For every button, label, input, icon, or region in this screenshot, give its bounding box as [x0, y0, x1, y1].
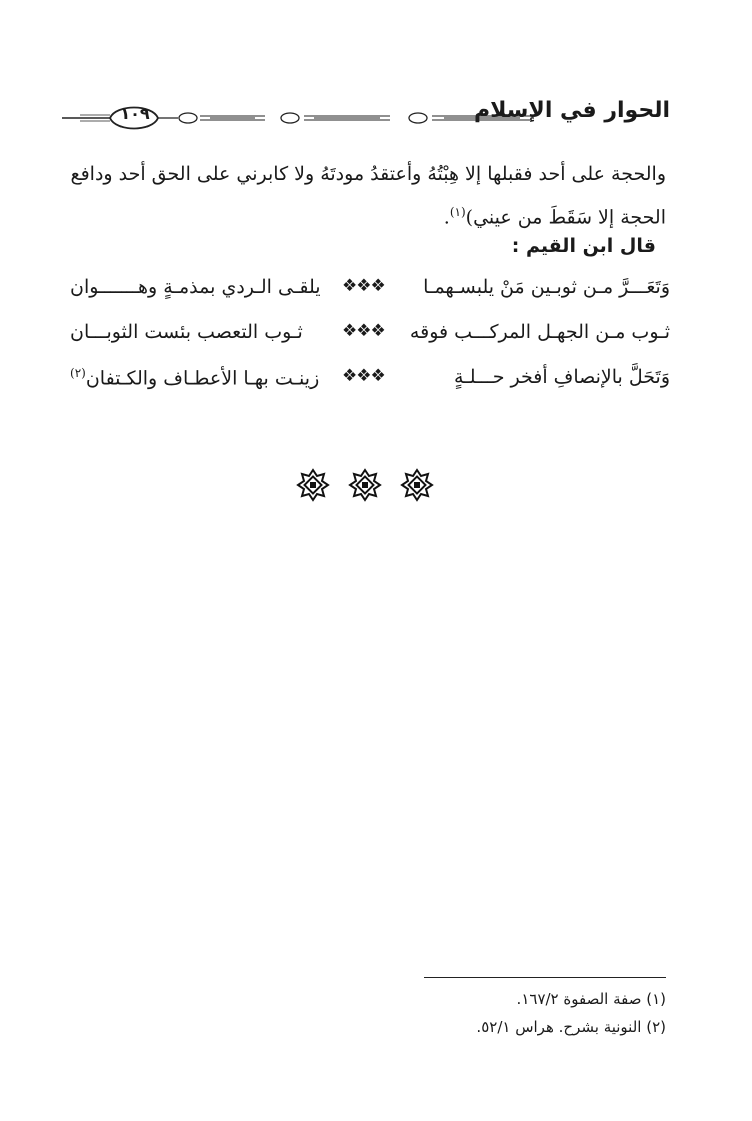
footnote-divider — [424, 977, 666, 978]
verse-first-hemistich: وَتَعَـــرَّ مـن ثوبـين مَنْ يلبسـهمـا — [423, 276, 670, 298]
verse-second-hemistich: يلقـى الـردي بمذمـةٍ وهـــــــوان — [70, 276, 321, 298]
body-text-segment: . — [443, 206, 450, 229]
quatrefoil-ornament-icon — [400, 468, 434, 502]
verse-separator: ❖❖❖ — [342, 276, 385, 296]
page-number: ١٠٩ — [120, 104, 150, 123]
verse-second-hemistich — [70, 366, 319, 389]
body-text-line — [444, 194, 666, 235]
quote-attribution: قال ابن القيم : — [511, 235, 656, 257]
poem-verse — [70, 321, 670, 357]
section-ornaments — [296, 468, 436, 504]
page-header — [60, 96, 670, 140]
footnote: (١) صفة الصفوة ١٦٧/٢. — [516, 990, 666, 1008]
body-text-line: والحجة على أحد فقبلها إلا هِبْتُهُ وأعتقدُ مودتَهُ ولا كابرني على الحق أحد ودافع — [70, 163, 666, 185]
footnote: (٢) النونية بشرح. هراس ٥٢/١. — [476, 1018, 666, 1036]
verse-first-hemistich: وَتَحَلَّ بالإنصافِ أفخر حـــلـةٍ — [454, 366, 670, 388]
verse-second-hemistich: ثـوب التعصب بئست الثوبـــان — [70, 321, 303, 343]
header-title: الحوار في الإسلام — [473, 98, 670, 123]
poem-verse — [70, 366, 670, 402]
quatrefoil-ornament-icon — [296, 468, 330, 502]
verse-text: زينـت بهـا الأعطـاف والكـتفان — [85, 367, 320, 390]
body-text-segment: الحجة إلا سَقَطَ من عيني) — [465, 206, 666, 229]
footnote-ref: (١) — [449, 205, 466, 219]
verse-first-hemistich: ثـوب مـن الجهـل المركـــب فوقه — [409, 321, 670, 343]
quatrefoil-ornament-icon — [348, 468, 382, 502]
verse-separator: ❖❖❖ — [342, 321, 385, 341]
poem-verse — [70, 276, 670, 312]
footnote-ref: (٢) — [70, 366, 86, 380]
verse-separator: ❖❖❖ — [342, 366, 385, 386]
